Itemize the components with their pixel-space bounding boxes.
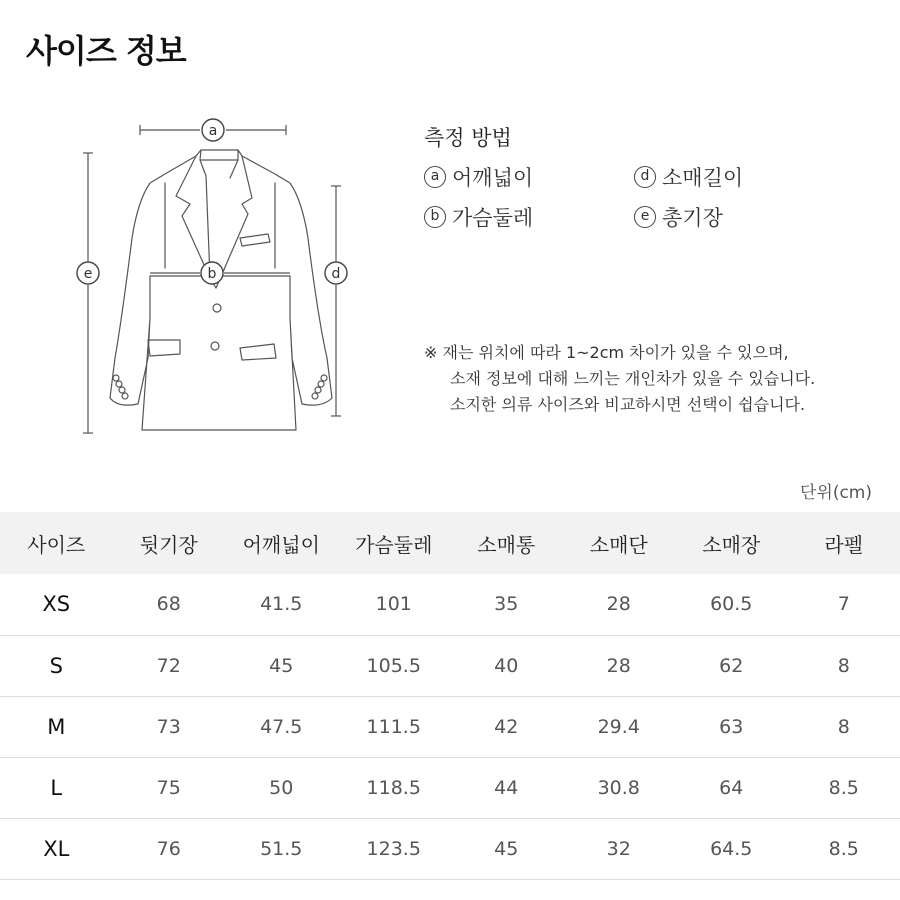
table-cell: 8.5 — [788, 757, 900, 818]
measurement-method — [424, 122, 884, 232]
table-cell: 7 — [788, 574, 900, 635]
method-label: 어깨넓이 — [452, 166, 534, 190]
table-cell: 45 — [450, 818, 563, 879]
table-cell: 105.5 — [338, 635, 451, 696]
marker-e-icon: e — [634, 206, 656, 228]
table-cell: 8 — [788, 635, 900, 696]
size-cell: M — [0, 696, 113, 757]
table-cell: 123.5 — [338, 818, 451, 879]
method-title: 측정 방법 — [424, 126, 512, 150]
header-sleeve-width: 소매통 — [450, 512, 563, 574]
note-line: ※ 재는 위치에 따라 1~2cm 차이가 있을 수 있으며, — [424, 343, 789, 362]
note-line: 소지한 의류 사이즈와 비교하시면 선택이 쉽습니다. — [450, 395, 806, 414]
marker-a-icon: a — [424, 166, 446, 188]
method-label: 가슴둘레 — [452, 206, 534, 230]
table-cell: 75 — [113, 757, 226, 818]
jacket-diagram — [70, 108, 370, 448]
table-cell: 111.5 — [338, 696, 451, 757]
table-cell: 62 — [675, 635, 788, 696]
method-item — [424, 162, 634, 192]
table-cell: 44 — [450, 757, 563, 818]
table-cell: 47.5 — [225, 696, 338, 757]
table-cell: 73 — [113, 696, 226, 757]
table-cell: 60.5 — [675, 574, 788, 635]
marker-d: d — [331, 266, 341, 282]
measurement-note — [424, 340, 894, 418]
table-cell: 76 — [113, 818, 226, 879]
table-cell: 63 — [675, 696, 788, 757]
method-item — [634, 162, 844, 192]
size-table — [0, 512, 900, 880]
table-cell: 30.8 — [563, 757, 676, 818]
method-label: 소매길이 — [662, 166, 744, 190]
jacket-illustration — [70, 108, 370, 448]
table-cell: 101 — [338, 574, 451, 635]
table-cell: 28 — [563, 635, 676, 696]
marker-b: b — [207, 266, 217, 282]
header-back-length: 뒷기장 — [113, 512, 226, 574]
table-row — [0, 757, 900, 818]
header-sleeve-length: 소매장 — [675, 512, 788, 574]
table-cell: 8.5 — [788, 818, 900, 879]
method-label: 총기장 — [662, 206, 723, 230]
header-chest: 가슴둘레 — [338, 512, 451, 574]
header-sleeve-hem: 소매단 — [563, 512, 676, 574]
size-cell: S — [0, 635, 113, 696]
page-title: 사이즈 정보 — [26, 32, 186, 70]
table-cell: 118.5 — [338, 757, 451, 818]
table-row — [0, 574, 900, 635]
table-header-row — [0, 512, 900, 574]
table-cell: 41.5 — [225, 574, 338, 635]
size-cell: XL — [0, 818, 113, 879]
unit-label: 단위(cm) — [799, 483, 872, 503]
header-shoulder: 어깨넓이 — [225, 512, 338, 574]
table-cell: 32 — [563, 818, 676, 879]
table-cell: 42 — [450, 696, 563, 757]
table-cell: 68 — [113, 574, 226, 635]
marker-d-icon: d — [634, 166, 656, 188]
note-line: 소재 정보에 대해 느끼는 개인차가 있을 수 있습니다. — [450, 369, 816, 388]
table-row — [0, 818, 900, 879]
table-cell: 40 — [450, 635, 563, 696]
table-cell: 29.4 — [563, 696, 676, 757]
table-cell: 45 — [225, 635, 338, 696]
method-item — [634, 202, 844, 232]
size-cell: L — [0, 757, 113, 818]
table-cell: 64 — [675, 757, 788, 818]
marker-e: e — [83, 266, 93, 282]
header-size: 사이즈 — [0, 512, 113, 574]
table-cell: 51.5 — [225, 818, 338, 879]
table-cell: 50 — [225, 757, 338, 818]
method-item — [424, 202, 634, 232]
table-row — [0, 696, 900, 757]
table-cell: 64.5 — [675, 818, 788, 879]
table-cell: 72 — [113, 635, 226, 696]
header-lapel: 라펠 — [788, 512, 900, 574]
marker-a: a — [208, 123, 218, 139]
size-cell: XS — [0, 574, 113, 635]
table-cell: 35 — [450, 574, 563, 635]
marker-b-icon: b — [424, 206, 446, 228]
table-cell: 28 — [563, 574, 676, 635]
table-cell: 8 — [788, 696, 900, 757]
table-row — [0, 635, 900, 696]
